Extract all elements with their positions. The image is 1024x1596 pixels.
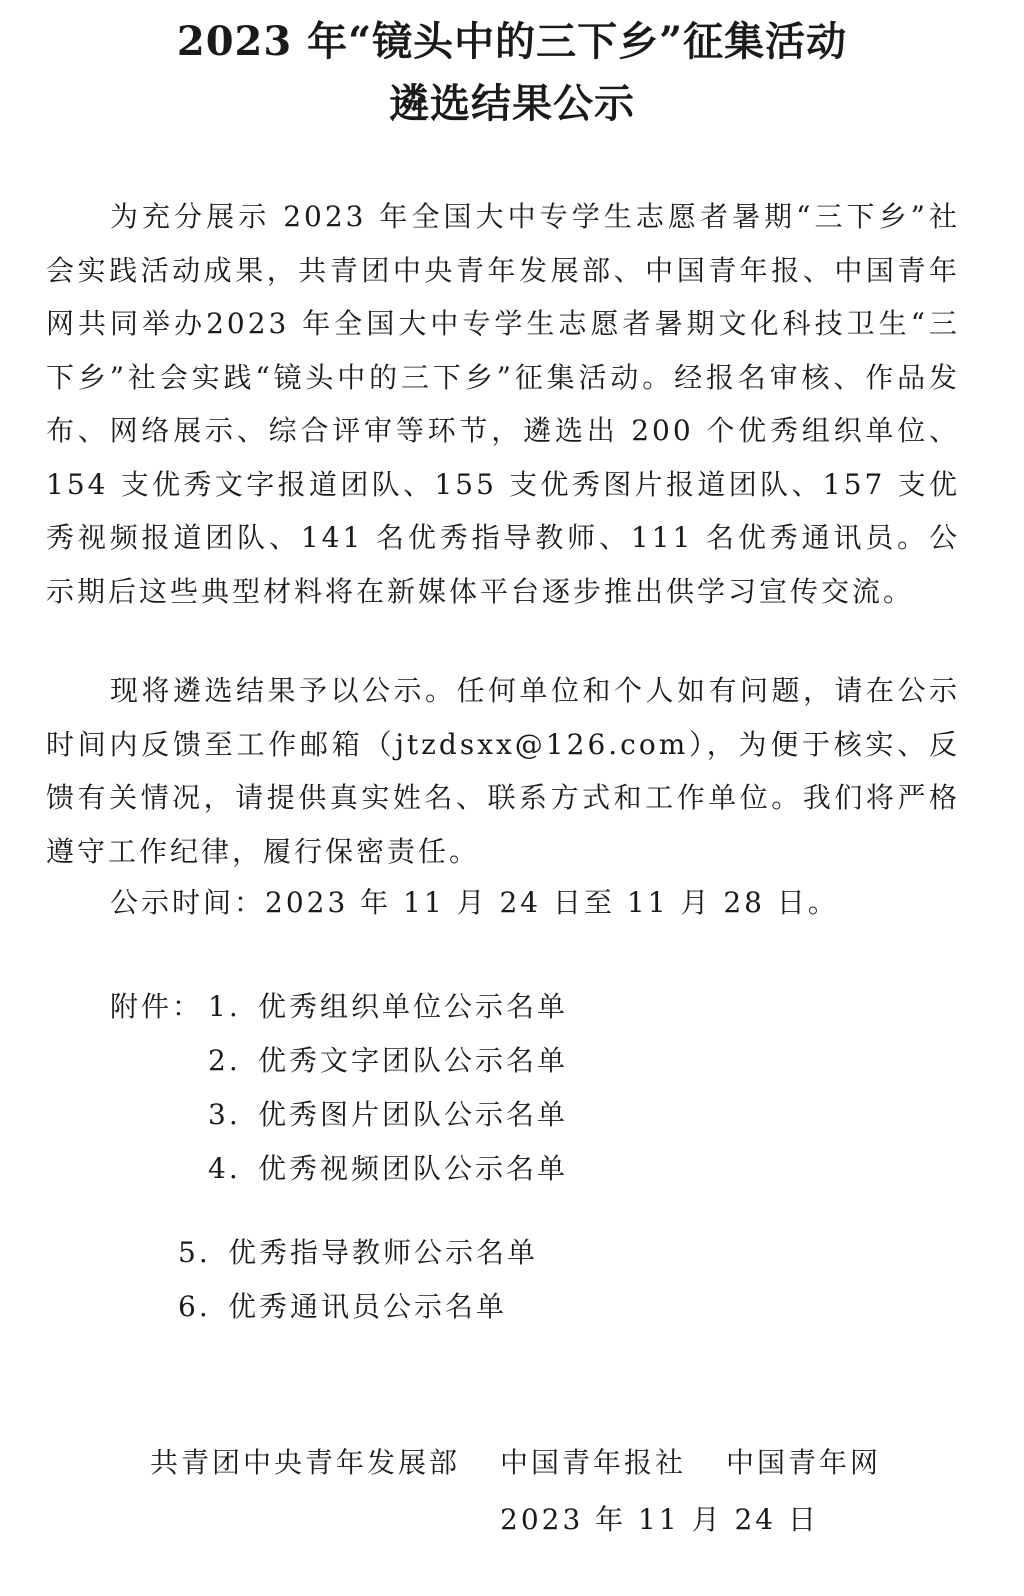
issuing-organizations xyxy=(150,1436,881,1489)
attachment-item xyxy=(178,1226,538,1279)
attachment-title: 优秀视频团队公示名单 xyxy=(258,1152,569,1185)
attachment-number: 4. xyxy=(208,1152,241,1185)
document-subtitle: 遴选结果公示 xyxy=(389,80,635,127)
attachment-item xyxy=(208,1088,568,1141)
attachment-item xyxy=(208,1034,568,1087)
attachment-item xyxy=(208,980,568,1033)
org-youth-development-dept: 共青团中央青年发展部 xyxy=(150,1446,461,1479)
attachment-title: 优秀图片团队公示名单 xyxy=(258,1098,569,1131)
attachment-item xyxy=(178,1280,507,1333)
attachment-number: 5. xyxy=(178,1236,211,1269)
attachment-title: 优秀通讯员公示名单 xyxy=(228,1290,508,1323)
publicity-time: 公示时间：2023 年 11 月 24 日至 11 月 28 日。 xyxy=(110,886,839,919)
issue-date: 2023 年 11 月 24 日 xyxy=(500,1503,820,1536)
attachment-item xyxy=(208,1142,568,1195)
attachment-number: 2. xyxy=(208,1044,241,1077)
attachment-number: 3. xyxy=(208,1098,241,1131)
document-title: 2023 年“镜头中的三下乡”征集活动 xyxy=(176,18,848,65)
attachment-title: 优秀指导教师公示名单 xyxy=(228,1236,539,1269)
org-china-youth-net: 中国青年网 xyxy=(726,1446,882,1479)
intro-paragraph: 为充分展示 2023 年全国大中专学生志愿者暑期“三下乡”社会实践活动成果，共青团中央青年发展部、中国青年报、中国青年网共同举办2023 年全国大中专学生志愿者暑期文化科技卫生“三下乡”社会实践“镜头中的三下乡”征集活动。经报名审核、作品发布、网络展示、综合评审等环节，遴选出 200 个优秀组织单位、154 支优秀文字报道团队、155 支优秀图片报道团队、157 支优秀视频报道团队、141 名优秀指导教师、111 名优秀通讯员。公示期后这些典型材料将在新媒体平台逐步推出供学习宣传交流。 xyxy=(46,200,960,608)
attachments-label: 附件： xyxy=(110,990,204,1023)
attachment-title: 优秀组织单位公示名单 xyxy=(258,990,569,1023)
attachment-number: 6. xyxy=(178,1290,211,1323)
attachment-number: 1. xyxy=(208,990,241,1023)
org-china-youth-daily: 中国青年报社 xyxy=(500,1446,687,1479)
feedback-paragraph: 现将遴选结果予以公示。任何单位和个人如有问题，请在公示时间内反馈至工作邮箱（jtzdsxx@126.com），为便于核实、反馈有关情况，请提供真实姓名、联系方式和工作单位。我们将严格遵守工作纪律，履行保密责任。 xyxy=(46,674,960,868)
attachment-title: 优秀文字团队公示名单 xyxy=(258,1044,569,1077)
